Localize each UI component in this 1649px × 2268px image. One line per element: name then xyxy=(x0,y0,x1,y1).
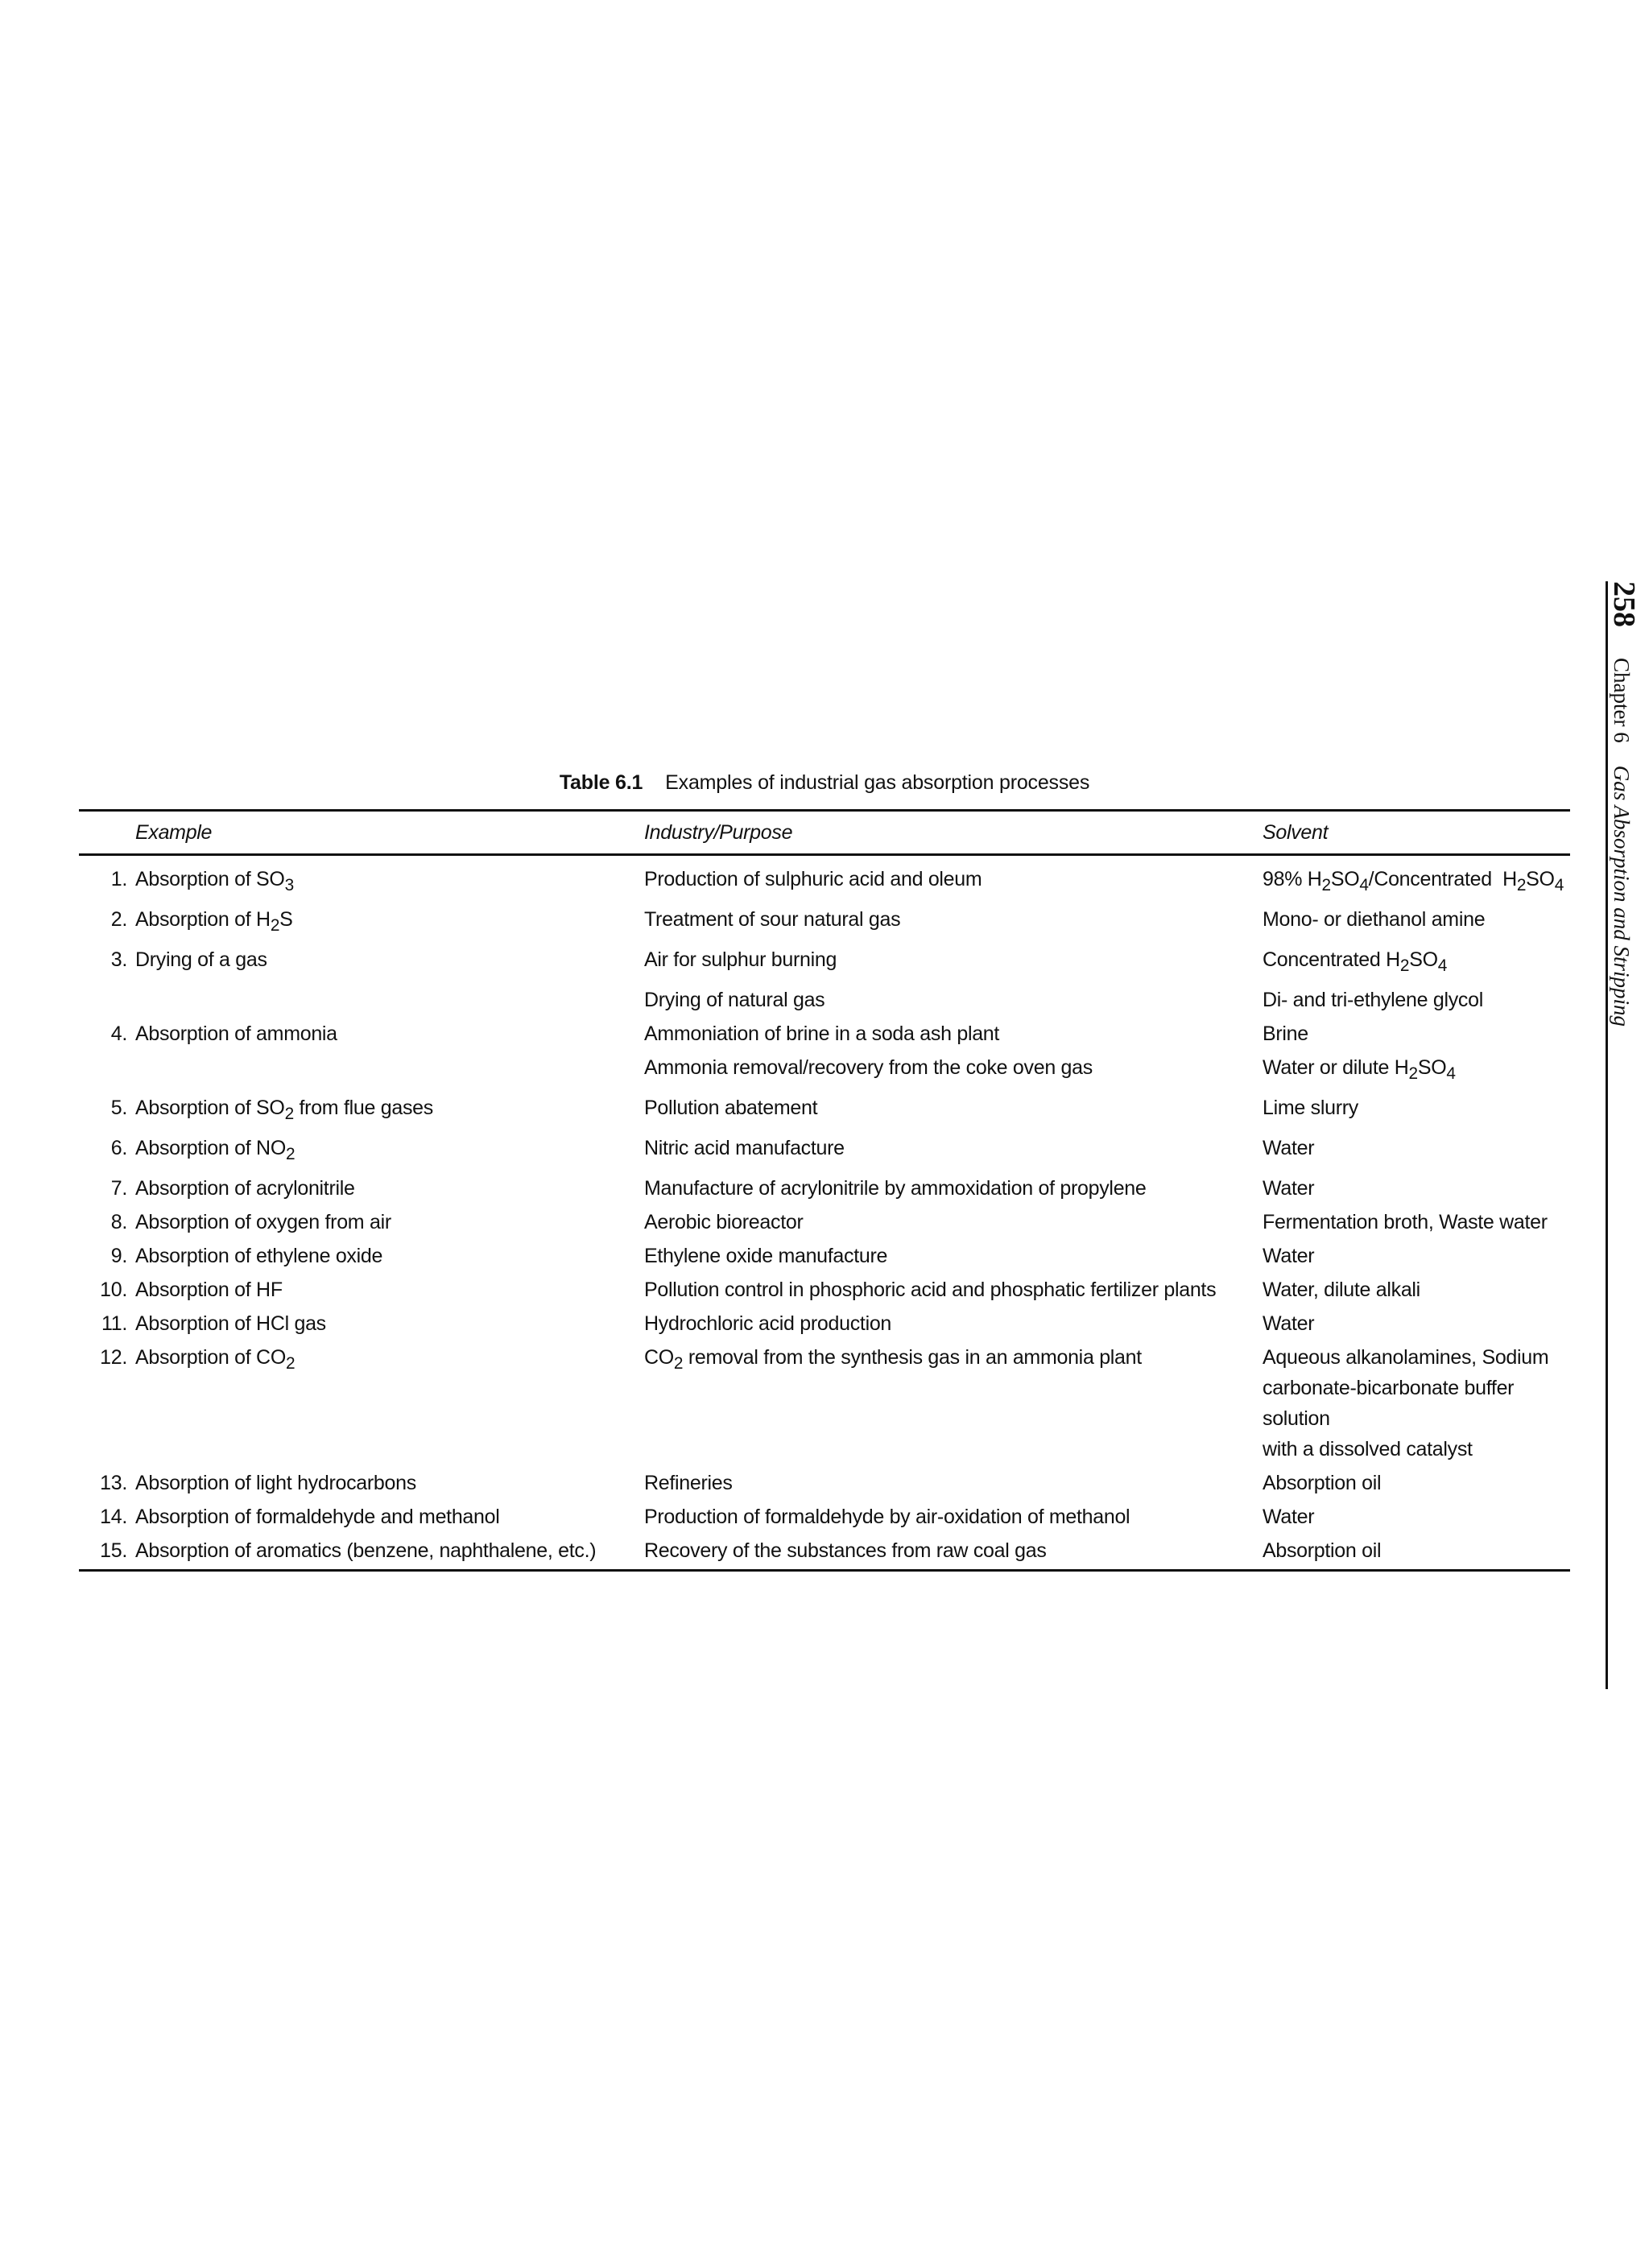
solvent-cell: Water xyxy=(1263,1312,1315,1335)
header-industry: Industry/Purpose xyxy=(644,821,793,844)
industry-cell: Nitric acid manufacture xyxy=(644,1137,845,1159)
example-cell: Absorption of light hydrocarbons xyxy=(135,1472,416,1494)
table-row xyxy=(79,1273,1570,1307)
table-container xyxy=(79,771,1570,1572)
industry-cell: Refineries xyxy=(644,1472,733,1494)
table-title: Examples of industrial gas absorption processes xyxy=(665,771,1090,794)
industry-cell: Treatment of sour natural gas xyxy=(644,908,901,931)
row-number: 4. xyxy=(110,1022,127,1045)
table-label: Table 6.1 xyxy=(559,771,643,794)
industry-cell: Manufacture of acrylonitrile by ammoxidation of propylene xyxy=(644,1177,1147,1200)
solvent-cell: Absorption oil xyxy=(1263,1472,1382,1494)
example-cell: Absorption of $CO_2$ xyxy=(135,1346,295,1373)
solvent-cell: Di- and tri-ethylene glycol xyxy=(1263,989,1483,1011)
industry-cell: Pollution abatement xyxy=(644,1097,818,1119)
solvent-cell: Water xyxy=(1263,1137,1315,1159)
row-number: 10. xyxy=(100,1279,127,1301)
industry-cell: Hydrochloric acid production xyxy=(644,1312,892,1335)
industry-cell: Aerobic bioreactor xyxy=(644,1211,804,1233)
solvent-cell: Brine xyxy=(1263,1022,1308,1045)
industry-cell: Production of formaldehyde by air-oxidation of methanol xyxy=(644,1506,1130,1528)
header-number xyxy=(79,811,135,855)
table-row xyxy=(79,1091,1570,1131)
table-row xyxy=(79,903,1570,943)
row-number xyxy=(79,1051,135,1091)
industry-cell: Ethylene oxide manufacture xyxy=(644,1245,888,1267)
example-cell: Absorption of $NO_2$ xyxy=(135,1137,295,1163)
table-row xyxy=(79,1051,1570,1091)
solvent-cell: Water xyxy=(1263,1177,1315,1200)
running-head xyxy=(1606,581,1642,1027)
example-cell: Drying of a gas xyxy=(135,948,267,971)
solvent-cell: Lime slurry xyxy=(1263,1097,1358,1119)
row-number: 15. xyxy=(100,1539,127,1562)
solvent-cell: Aqueous alkanolamines, Sodium carbonate-bicarbonate buffer solution with a dissolved catalyst xyxy=(1263,1346,1549,1460)
table-header-row xyxy=(79,811,1570,855)
example-cell: Absorption of formaldehyde and methanol xyxy=(135,1506,500,1528)
solvent-cell: 98% $H_2SO_4$/Concentrated $H_2SO_4$ xyxy=(1263,868,1564,894)
table-row xyxy=(79,1534,1570,1571)
example-cell: Absorption of oxygen from air xyxy=(135,1211,391,1233)
row-number: 9. xyxy=(110,1245,127,1267)
solvent-cell: Water or dilute $H_2SO_4$ xyxy=(1263,1056,1456,1083)
solvent-cell: Mono- or diethanol amine xyxy=(1263,908,1486,931)
table-body xyxy=(79,855,1570,1571)
example-cell: Absorption of $SO_2$ from flue gases xyxy=(135,1097,433,1123)
header-example: Example xyxy=(135,821,213,844)
row-number: 5. xyxy=(110,1097,127,1119)
row-number: 2. xyxy=(110,908,127,931)
example-cell: Absorption of ammonia xyxy=(135,1022,337,1045)
solvent-cell: Water xyxy=(1263,1506,1315,1528)
table-row xyxy=(79,1171,1570,1205)
row-number: 11. xyxy=(101,1312,127,1335)
example-cell: Absorption of HF xyxy=(135,1279,283,1301)
row-number: 12. xyxy=(100,1346,127,1369)
row-number: 3. xyxy=(110,948,127,971)
page-number: 258 xyxy=(1607,581,1641,627)
example-cell: Absorption of ethylene oxide xyxy=(135,1245,383,1267)
row-number xyxy=(79,983,135,1017)
solvent-cell: Concentrated $H_2SO_4$ xyxy=(1263,948,1448,975)
solvent-cell: Fermentation broth, Waste water xyxy=(1263,1211,1548,1233)
chapter-title: Gas Absorption and Stripping xyxy=(1610,765,1634,1027)
table-row xyxy=(79,1341,1570,1466)
industry-cell: Pollution control in phosphoric acid and phosphatic fertilizer plants xyxy=(644,1279,1217,1301)
row-number: 8. xyxy=(110,1211,127,1233)
row-number: 13. xyxy=(100,1472,127,1494)
industry-cell: Air for sulphur burning xyxy=(644,948,837,971)
solvent-cell: Water xyxy=(1263,1245,1315,1267)
table-row xyxy=(79,1131,1570,1171)
table-row xyxy=(79,1466,1570,1500)
example-cell: Absorption of $SO_3$ xyxy=(135,868,294,894)
industry-cell: $CO_2$ removal from the synthesis gas in an ammonia plant xyxy=(644,1346,1142,1373)
row-number: 1. xyxy=(110,868,127,890)
solvent-cell: Water, dilute alkali xyxy=(1263,1279,1420,1301)
header-solvent: Solvent xyxy=(1263,821,1329,844)
example-cell: Absorption of acrylonitrile xyxy=(135,1177,355,1200)
industry-cell: Recovery of the substances from raw coal gas xyxy=(644,1539,1047,1562)
table-row xyxy=(79,943,1570,983)
example-cell: Absorption of aromatics (benzene, naphthalene, etc.) xyxy=(135,1539,597,1562)
table-caption xyxy=(79,771,1570,795)
table-row xyxy=(79,1205,1570,1239)
example-cell xyxy=(135,1051,644,1091)
table-row xyxy=(79,1017,1570,1051)
industry-cell: Drying of natural gas xyxy=(644,989,825,1011)
example-cell: Absorption of $H_2S$ xyxy=(135,908,293,935)
row-number: 6. xyxy=(110,1137,127,1159)
table-row xyxy=(79,1307,1570,1341)
example-cell: Absorption of HCl gas xyxy=(135,1312,326,1335)
industry-cell: Ammonia removal/recovery from the coke oven gas xyxy=(644,1056,1093,1079)
row-number: 14. xyxy=(100,1506,127,1528)
row-number: 7. xyxy=(110,1177,127,1200)
table-row xyxy=(79,1500,1570,1534)
example-cell xyxy=(135,983,644,1017)
chapter-label: Chapter 6 xyxy=(1610,658,1634,743)
table-row xyxy=(79,855,1570,903)
table-row xyxy=(79,983,1570,1017)
industry-cell: Ammoniation of brine in a soda ash plant xyxy=(644,1022,1000,1045)
absorption-table xyxy=(79,809,1570,1572)
table-row xyxy=(79,1239,1570,1273)
solvent-cell: Absorption oil xyxy=(1263,1539,1382,1562)
industry-cell: Production of sulphuric acid and oleum xyxy=(644,868,982,890)
